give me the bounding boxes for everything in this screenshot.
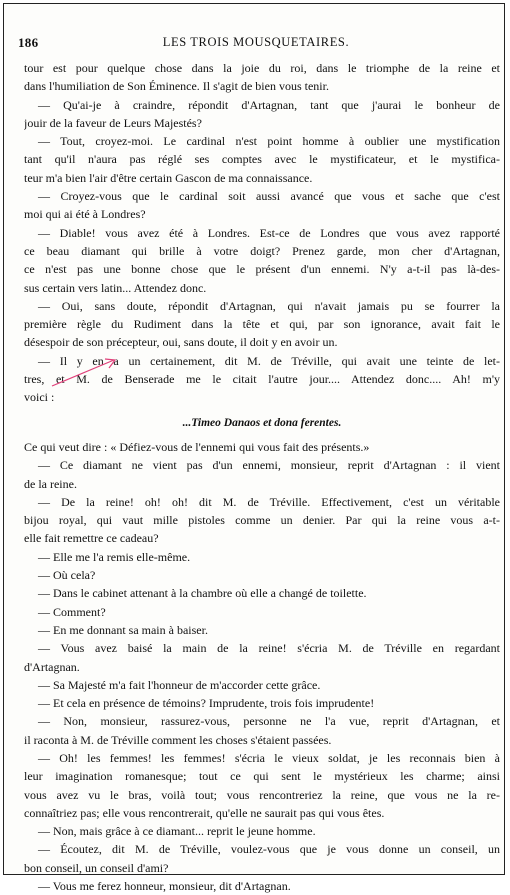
text-line: tour est pour quelque chose dans la joie du roi, dans le triomphe de la reine et xyxy=(24,61,500,75)
text-line: — Dans le cabinet attenant à la chambre où elle a changé de toilette. xyxy=(38,586,367,601)
text-line: — Vous avez baisé la main de la reine! s'écria M. de Tréville en regardant xyxy=(38,641,500,656)
text-line: jouir de la faveur de Leurs Majestés? xyxy=(24,115,202,130)
text-after-quote xyxy=(24,438,500,895)
text-line: — En me donnant sa main à baiser. xyxy=(38,622,208,637)
text-line: leur imagination romanesque; tout ce qui sent le mystérieux les charme; ainsi xyxy=(24,769,500,784)
text-line: — Qu'ai-je à craindre, répondit d'Artagnan, tant que j'aurai le bonheur de xyxy=(38,97,500,112)
running-title: LES TROIS MOUSQUETAIRES. xyxy=(162,35,350,49)
text-line: — Écoutez, dit M. de Tréville, voulez-vous que je vous donne un conseil, un xyxy=(38,842,500,857)
text-line: — Il y en a un certainement, dit M. de Tréville, qui avait une teinte de let- xyxy=(38,353,500,368)
text-line: sus certain vers latin... Attendez donc. xyxy=(24,280,207,295)
text-line: de la reine. xyxy=(24,476,77,491)
text-line: voici : xyxy=(24,390,55,405)
text-line: — Sa Majesté m'a fait l'honneur de m'accorder cette grâce. xyxy=(38,677,321,692)
text-line: — Oui, sans doute, répondit d'Artagnan, qui n'avait jamais pu se fourrer la xyxy=(38,298,500,313)
text-line: bon conseil, un conseil d'ami? xyxy=(24,860,169,875)
text-line: tant qu'il n'aura pas réglé ses comptes avec le mystificateur, et le mystifica- xyxy=(24,152,500,167)
text-line: moi qui ai été à Londres? xyxy=(24,207,146,222)
text-line: — Comment? xyxy=(38,604,106,619)
text-line: teur m'a bien l'air d'être certain Gascon de ma connaissance. xyxy=(24,170,313,185)
text-line: vous avez vu le bras, voilà tout; vous rencontreriez la reine, que vous ne la re- xyxy=(24,787,500,802)
text-line: d'Artagnan. xyxy=(24,659,80,674)
text-line: — De la reine! oh! oh! dit M. de Tréville. Effectivement, c'est un véritable xyxy=(38,494,500,509)
text-line: — Ce diamant ne vient pas d'un ennemi, monsieur, reprit d'Artagnan : il vient xyxy=(38,458,500,473)
text-line: bijou royal, qui vaut mille pistoles comme un denier. Par qui la reine vous a-t- xyxy=(24,513,500,528)
text-line: — Diable! vous avez été à Londres. Est-ce de Londres que vous avez rapporté xyxy=(38,225,500,240)
text-line: dans l'humiliation de Son Éminence. Il s'agit de bien vous tenir. xyxy=(24,79,329,94)
text-line: — Oh! les femmes! les femmes! s'écria le vieux soldat, je les reconnais bien à xyxy=(38,750,500,765)
text-line: — Non, monsieur, rassurez-vous, personne ne l'a vue, reprit d'Artagnan, et xyxy=(38,714,500,729)
text-line: elle fait remettre ce cadeau? xyxy=(24,531,159,546)
text-line: désespoir de son précepteur, oui, sans doute, il doit y en avoir un. xyxy=(24,335,338,350)
text-line: — Non, mais grâce à ce diamant... reprit le jeune homme. xyxy=(38,824,316,839)
book-page xyxy=(3,3,505,894)
text-line: première règle du Rudiment dans la tête et qui, par son ignorance, avait fait le xyxy=(24,317,500,332)
text-line: Ce qui veut dire : « Défiez-vous de l'ennemi qui vous fait des présents.» xyxy=(24,439,370,454)
latin-quote: ...Timeo Danaos et dona ferentes. xyxy=(182,416,342,429)
annotation-arrow xyxy=(50,352,120,388)
text-line: — Croyez-vous que le cardinal soit aussi avancé que vous et sache que c'est xyxy=(38,189,500,204)
text-line: — Tout, croyez-moi. Le cardinal n'est point homme à oublier une mystification xyxy=(38,134,500,149)
text-line: — Et cela en présence de témoins? Imprudente, trois fois imprudente! xyxy=(38,696,375,711)
page-body xyxy=(24,59,500,895)
text-line: — Elle me l'a remis elle-même. xyxy=(38,549,191,564)
page-header xyxy=(18,35,494,53)
text-line: — Où cela? xyxy=(38,568,96,583)
text-line: il raconta à M. de Tréville comment les choses s'étaient passées. xyxy=(24,732,332,747)
page-number: 186 xyxy=(18,35,39,50)
text-line: ce beau diamant qui brille à votre doigt? Prenez garde, mon cher d'Artagnan, xyxy=(24,243,500,258)
text-line: — Vous me ferez honneur, monsieur, dit d'Artagnan. xyxy=(38,879,291,894)
text-line: connaîtriez pas; elle vous rencontrerait, qu'elle ne saurait pas qui vous êtes. xyxy=(24,805,385,820)
text-line: tres, et M. de Benserade me le citait l'autre jour.... Attendez donc.... Ah! m'y xyxy=(24,372,500,387)
text-line: ce n'est pas une bonne chose que le présent d'un ennemi. N'y a-t-il pas là-des- xyxy=(24,262,500,277)
